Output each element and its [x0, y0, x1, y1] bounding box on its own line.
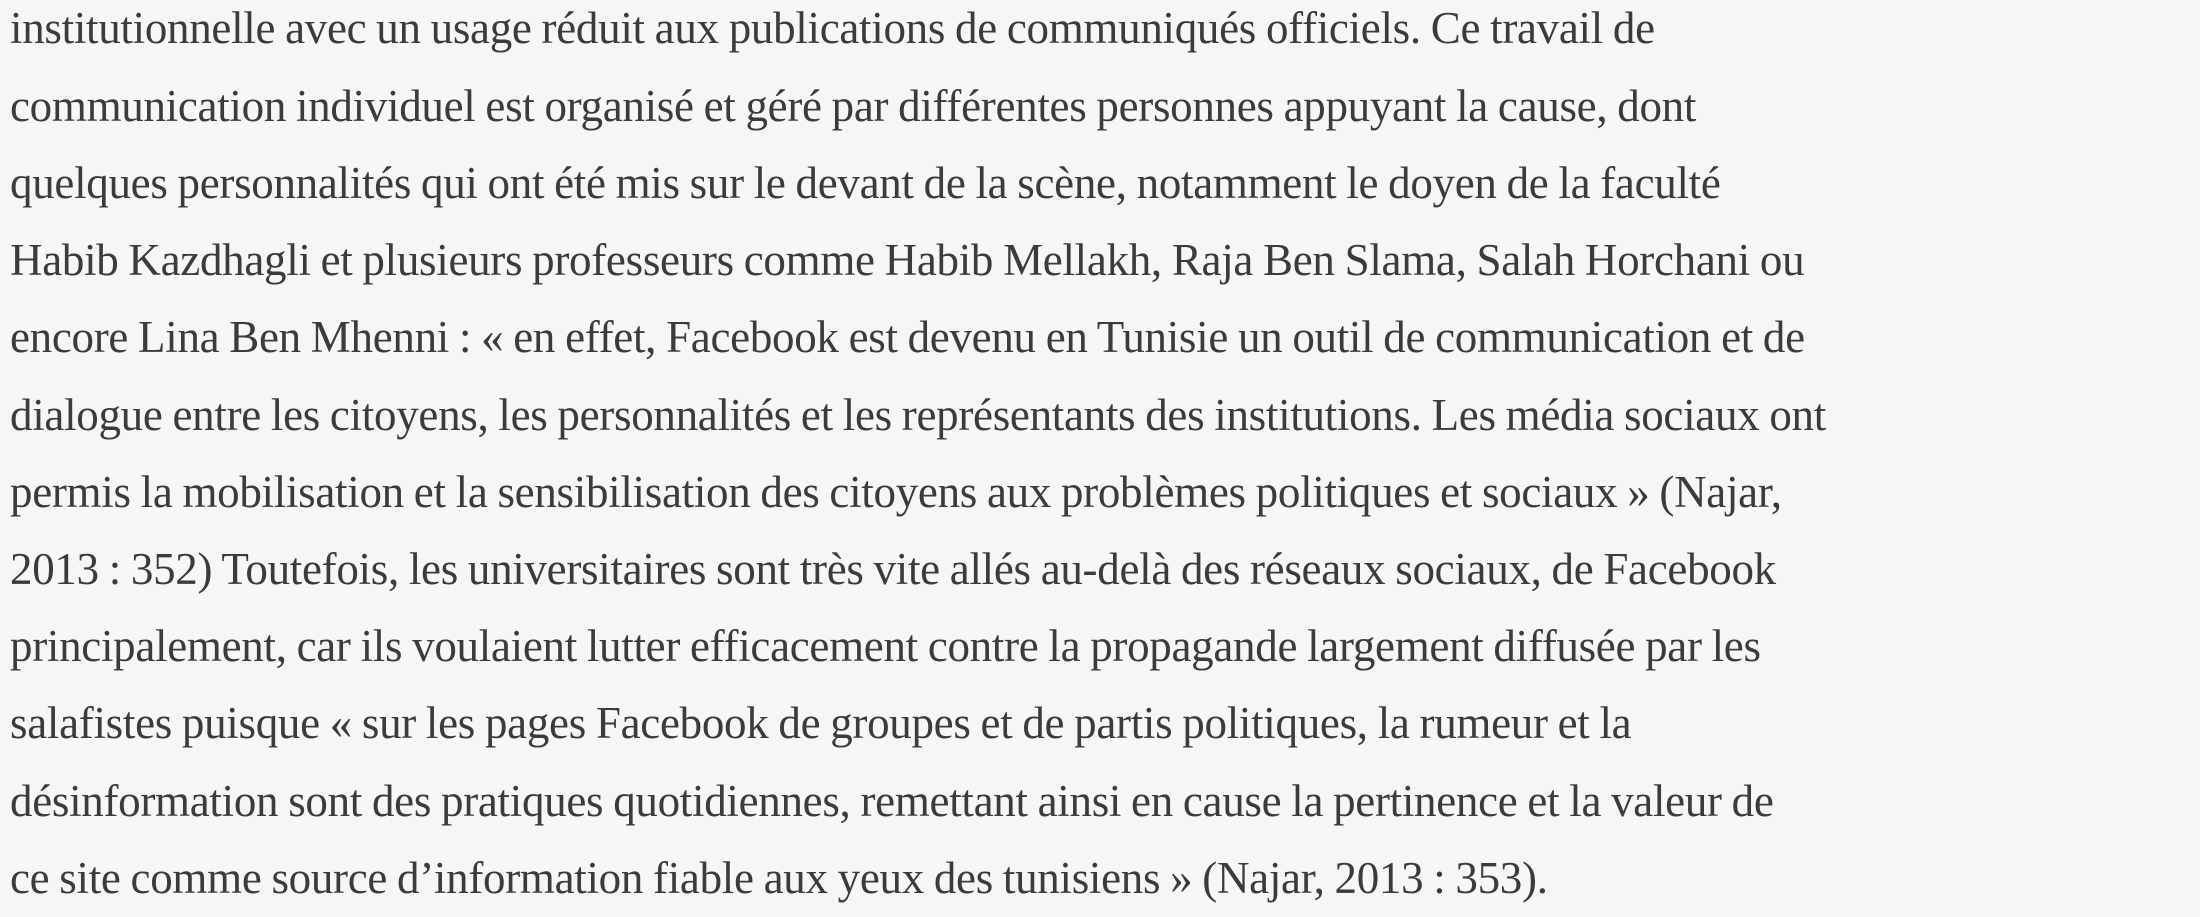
text-line: communication individuel est organisé et géré par différentes personnes appuyant la cause, dont [10, 81, 1697, 131]
text-line: Habib Kazdhagli et plusieurs professeurs comme Habib Mellakh, Raja Ben Slama, Salah Horchani ou [10, 235, 1805, 285]
text-line: encore Lina Ben Mhenni : « en effet, Facebook est devenu en Tunisie un outil de communication et de [10, 312, 1805, 362]
text-line: permis la mobilisation et la sensibilisation des citoyens aux problèmes politiques et sociaux » (Najar, [10, 467, 1782, 517]
text-line: désinformation sont des pratiques quotidiennes, remettant ainsi en cause la pertinence et la valeur de [10, 776, 1774, 826]
text-line: ce site comme source d’information fiable aux yeux des tunisiens » (Najar, 2013 : 353). [10, 853, 1548, 903]
text-line: salafistes puisque « sur les pages Facebook de groupes et de partis politiques, la rumeur et la [10, 698, 1632, 748]
text-line: institutionnelle avec un usage réduit aux publications de communiqués officiels. Ce travail de [10, 3, 1655, 53]
text-line: dialogue entre les citoyens, les personnalités et les représentants des institutions. Les média sociaux ont [10, 390, 1826, 440]
text-line: principalement, car ils voulaient lutter efficacement contre la propagande largement diffusée par les [10, 621, 1761, 671]
article-text [10, 0, 2195, 917]
text-line: quelques personnalités qui ont été mis sur le devant de la scène, notamment le doyen de la faculté [10, 158, 1721, 208]
text-line: 2013 : 352) Toutefois, les universitaires sont très vite allés au-delà des réseaux sociaux, de Facebook [10, 544, 1776, 594]
